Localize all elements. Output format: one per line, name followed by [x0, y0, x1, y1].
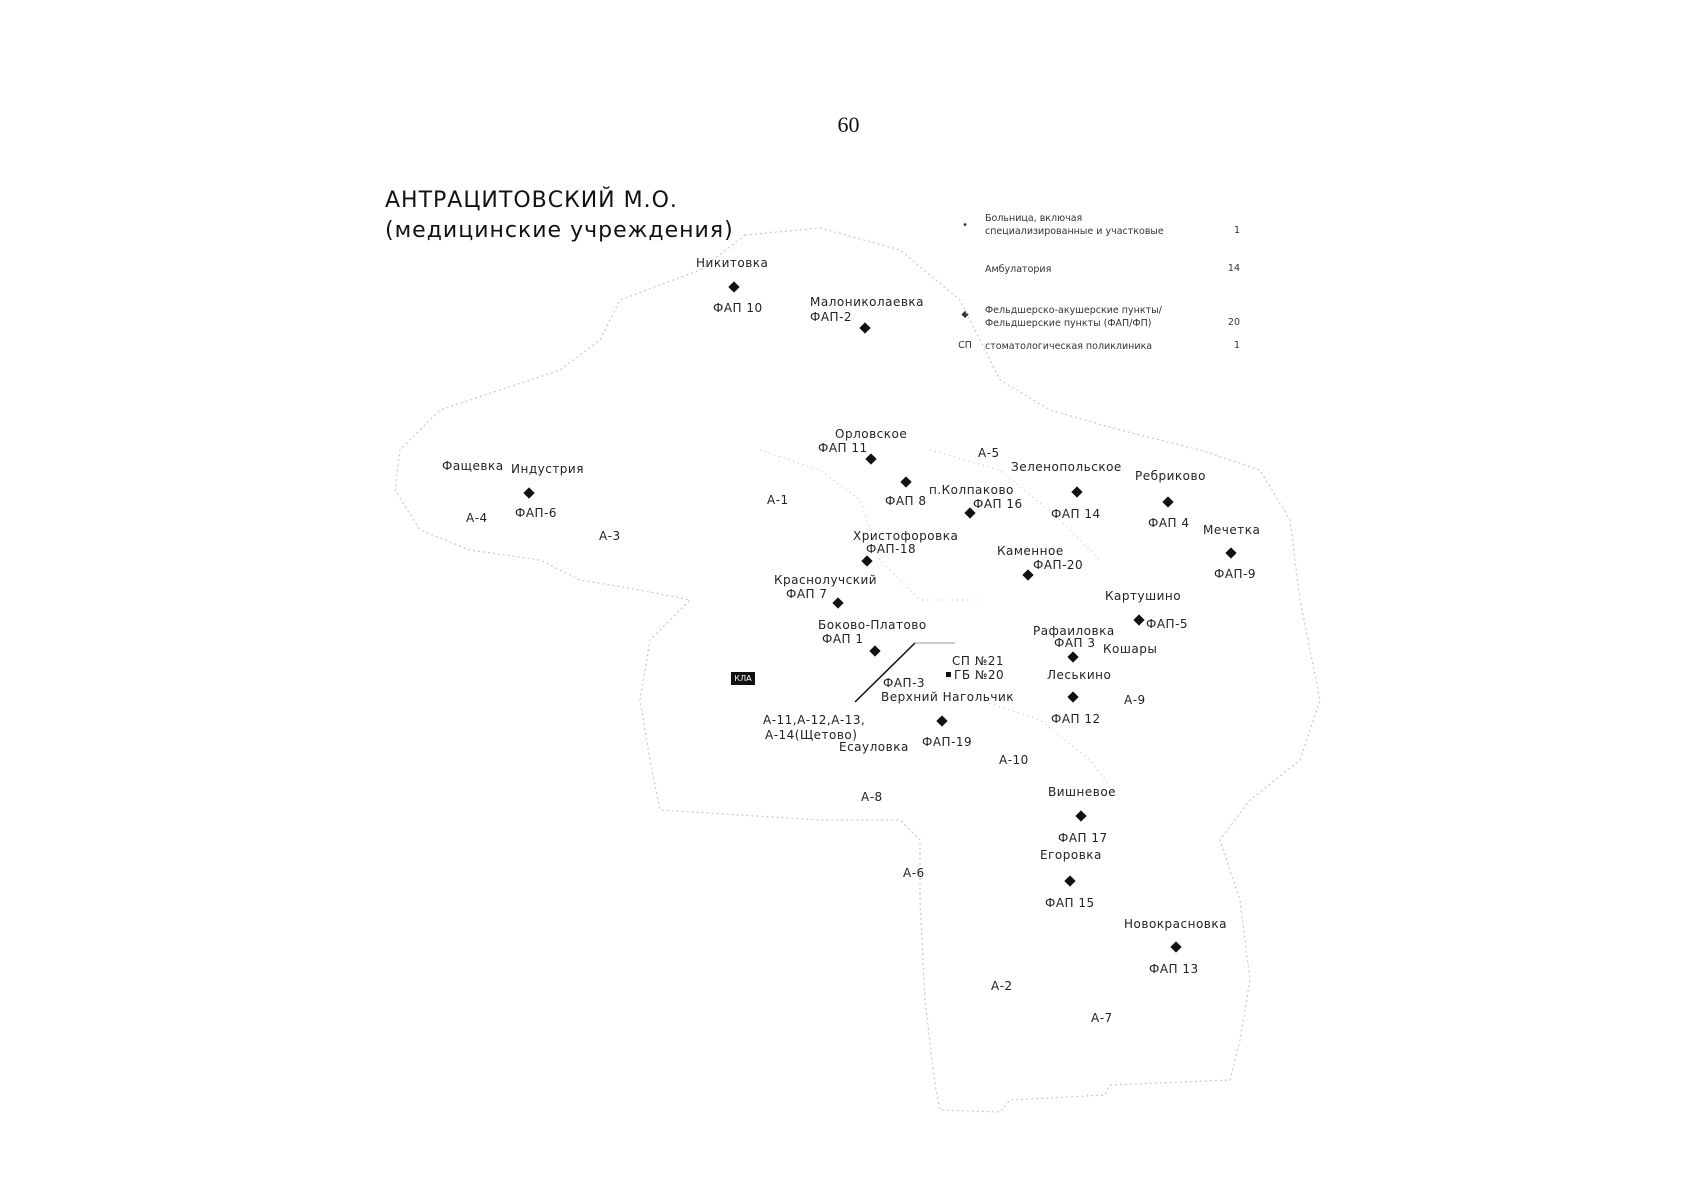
place-name-kamennoe: Каменное	[997, 544, 1064, 558]
page-number: 60	[837, 112, 860, 137]
hospital-marker	[946, 672, 951, 677]
ambulatory-label-a2: А-2	[991, 979, 1013, 993]
fap-label-krasnoluchsky: ФАП 7	[786, 587, 828, 601]
fap-label-verkhny: ФАП-3	[883, 676, 926, 690]
fap-label-mechetka: ФАП-9	[1214, 567, 1257, 581]
fap-label-bokovo: ФАП 1	[822, 632, 864, 646]
fap-label-fap8: ФАП 8	[885, 494, 927, 508]
place-name-zelenopolskoe: Зеленопольское	[1011, 460, 1122, 474]
place-name-bokovo: Боково-Платово	[818, 618, 927, 632]
place-name-industriya: Индустрия	[511, 462, 584, 476]
place-name-malonikolaevka: Малониколаевка	[810, 295, 925, 309]
fap-label-malonikolaevka: ФАП-2	[810, 310, 853, 324]
city-badge: КЛА	[731, 672, 755, 685]
fap-label-egorovka: ФАП 15	[1045, 896, 1095, 910]
fap-label-kartushino: ФАП-5	[1146, 617, 1189, 631]
place-name-esaulovka: Есауловка	[839, 740, 909, 754]
ambulatory-label-a7: А-7	[1091, 1011, 1113, 1025]
place-name-fashchevka: Фащевка	[442, 459, 504, 473]
fap-label-esaulovka: ФАП-19	[922, 735, 973, 749]
hospital-label: ГБ №20	[954, 668, 1005, 682]
fap-label-vishnevoe: ФАП 17	[1058, 831, 1108, 845]
map-legend: • Больница, включая специализированные и участковые 1 Амбулатория 14 ◆ Фельдшерско-акушерские пункты/ Фельдшерские пункты (ФАП/ФП) 20 СП стоматологическая поликлиника 1	[950, 212, 1240, 362]
place-name-egorovka: Егоровка	[1040, 848, 1102, 862]
fap-label-zelenopolskoe: ФАП 14	[1051, 507, 1101, 521]
ambulatory-label-a4: А-4	[466, 511, 488, 525]
fap-label-leskino: ФАП 12	[1051, 712, 1101, 726]
ambulatory-label-a11-13: А-11,А-12,А-13,	[763, 713, 866, 727]
map-title-line1: АНТРАЦИТОВСКИЙ М.О.	[385, 188, 678, 213]
fap-label-rebrikovo: ФАП 4	[1148, 516, 1190, 530]
place-name-kolpakovo: п.Колпаково	[929, 483, 1014, 497]
district-boundary	[395, 228, 1320, 1112]
fap-label-kamennoe: ФАП-20	[1033, 558, 1084, 572]
fap-label-rafailovka: ФАП 3	[1054, 636, 1096, 650]
ambulatory-label-a5: А-5	[978, 446, 1000, 460]
place-name-krasnoluchsky: Краснолучский	[774, 573, 878, 587]
place-name-khristoforovka: Христофоровка	[853, 529, 959, 543]
place-name-koshary: Кошары	[1103, 642, 1158, 656]
place-name-novokrasnovka: Новокрасновка	[1124, 917, 1227, 931]
hospital-dot-icon: •	[962, 220, 968, 231]
place-name-kartushino: Картушино	[1105, 589, 1182, 603]
ambulatory-label-a3: А-3	[599, 529, 621, 543]
place-name-leskino: Леськино	[1047, 668, 1112, 682]
ambulatory-label-a1: А-1	[767, 493, 789, 507]
place-name-nikitovka: Никитовка	[696, 256, 769, 270]
fap-label-kolpakovo: ФАП 16	[973, 497, 1023, 511]
fap-label-novokrasnovka: ФАП 13	[1149, 962, 1199, 976]
place-name-rafailovka: Рафаиловка	[1033, 624, 1115, 638]
map-title-line2: (медицинские учреждения)	[385, 218, 734, 243]
fap-label-nikitovka: ФАП 10	[713, 301, 763, 315]
ambulatory-label-a8: А-8	[861, 790, 883, 804]
place-name-orlovskoe: Орловское	[835, 427, 908, 441]
dental-clinic-label: СП №21	[952, 654, 1004, 668]
fap-label-industriya: ФАП-6	[515, 506, 558, 520]
ambulatory-label-a9: А-9	[1124, 693, 1146, 707]
place-name-verkhny: Верхний Нагольчик	[881, 690, 1014, 704]
fap-label-khristoforovka: ФАП-18	[866, 542, 917, 556]
place-name-mechetka: Мечетка	[1203, 523, 1261, 537]
ambulatory-label-a6: А-6	[903, 866, 925, 880]
fap-label-orlovskoe: ФАП 11	[818, 441, 868, 455]
place-name-rebrikovo: Ребриково	[1135, 469, 1206, 483]
ambulatory-label-a10: А-10	[999, 753, 1029, 767]
ambulatory-label-a14: А-14(Щетово)	[765, 728, 858, 742]
fap-diamond-icon: ◆	[961, 309, 969, 320]
place-name-vishnevoe: Вишневое	[1048, 785, 1117, 799]
